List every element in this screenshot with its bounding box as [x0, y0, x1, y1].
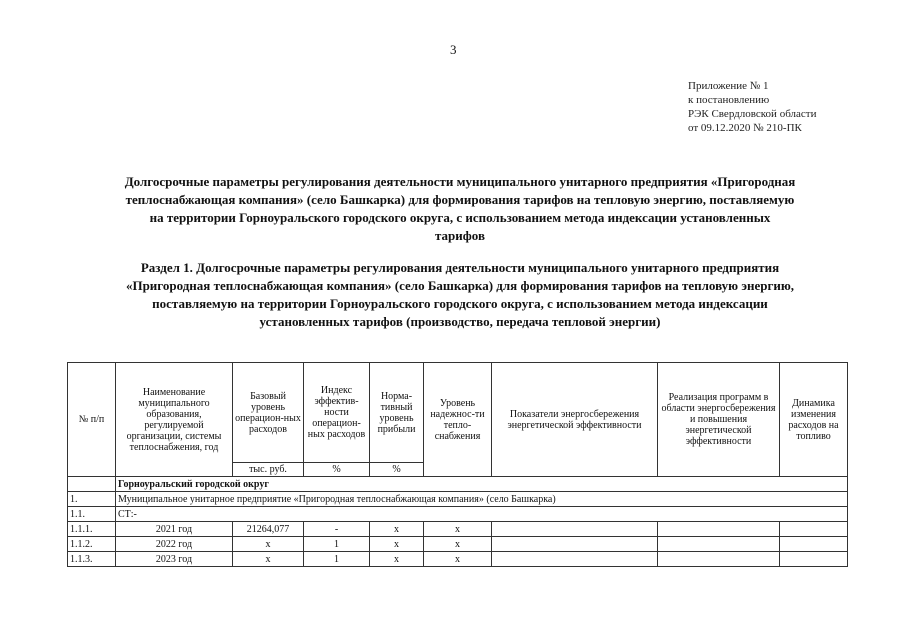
section-line: установленных тарифов (производство, передача тепловой энергии) [259, 314, 661, 329]
row-programs [658, 537, 780, 552]
row-programs [658, 552, 780, 567]
header-fuel: Динамика изменения расходов на топливо [780, 363, 848, 477]
unit-index: % [304, 463, 370, 477]
row-programs [658, 522, 780, 537]
row-base: x [233, 552, 304, 567]
district-num [68, 477, 116, 492]
title-line: теплоснабжающая компания» (село Башкарка) для формирования тарифов на тепловую энергию, поставляемую [125, 192, 795, 207]
page-number: 3 [450, 42, 457, 57]
row-fuel [780, 537, 848, 552]
row-base: 21264,077 [233, 522, 304, 537]
row-profit: x [370, 552, 424, 567]
header-index: Индекс эффектив-ности операцион-ных расходов [304, 363, 370, 463]
appendix-line: от 09.12.2020 № 210-ПК [688, 122, 802, 134]
row-index: - [304, 522, 370, 537]
row-index: 1 [304, 537, 370, 552]
row-base: x [233, 537, 304, 552]
org-num: 1. [68, 492, 116, 507]
unit-profit: % [370, 463, 424, 477]
row-num: 1.1.3. [68, 552, 116, 567]
row-reliability: x [424, 552, 492, 567]
row-num: 1.1.2. [68, 537, 116, 552]
appendix-block [688, 79, 816, 135]
row-reliability: x [424, 537, 492, 552]
row-profit: x [370, 537, 424, 552]
row-fuel [780, 552, 848, 567]
table-row [68, 522, 848, 537]
appendix-line: Приложение № 1 [688, 80, 769, 92]
row-energy [492, 522, 658, 537]
title-line: на территории Горноуральского городского округа, с использованием метода индексации установленных [149, 210, 771, 225]
row-index: 1 [304, 552, 370, 567]
appendix-line: РЭК Свердловской области [688, 108, 817, 120]
row-year: 2022 год [116, 537, 233, 552]
header-reliability: Уровень надежнос-ти тепло-снабжения [424, 363, 492, 477]
header-programs: Реализация программ в области энергосбережения и повышения энергетической эффективности [658, 363, 780, 477]
header-num: № п/п [68, 363, 116, 477]
row-year: 2023 год [116, 552, 233, 567]
appendix-line: к постановлению [688, 94, 770, 106]
row-reliability: x [424, 522, 492, 537]
district-name: Горноуральский городской округ [116, 477, 848, 492]
row-year: 2021 год [116, 522, 233, 537]
header-profit: Норма-тивный уровень прибыли [370, 363, 424, 463]
org-name: Муниципальное унитарное предприятие «Пригородная теплоснабжающая компания» (село Башкарка) [116, 492, 848, 507]
parameters-table [67, 362, 848, 567]
document-title [60, 173, 860, 245]
section-line: поставляемую на территории Горноуральского городского округа, с использованием метода индексации [152, 296, 768, 311]
header-energy: Показатели энергосбережения энергетической эффективности [492, 363, 658, 477]
row-fuel [780, 522, 848, 537]
section-line: «Пригородная теплоснабжающая компания» (село Башкарка) для формирования тарифов на тепловую энергию, [125, 278, 795, 293]
system-name: СТ:- [116, 507, 848, 522]
system-num: 1.1. [68, 507, 116, 522]
unit-base: тыс. руб. [233, 463, 304, 477]
header-base: Базовый уровень операцион-ных расходов [233, 363, 304, 463]
section-title [60, 259, 860, 331]
header-name: Наименование муниципального образования, регулируемой организации, системы теплоснабжения, год [116, 363, 233, 477]
row-profit: x [370, 522, 424, 537]
row-energy [492, 537, 658, 552]
title-line: Долгосрочные параметры регулирования деятельности муниципального унитарного предприятия «Пригородная [124, 174, 796, 189]
table-row [68, 537, 848, 552]
title-line: тарифов [435, 228, 485, 243]
section-line: Раздел 1. Долгосрочные параметры регулирования деятельности муниципального унитарного предприятия [140, 260, 780, 275]
row-num: 1.1.1. [68, 522, 116, 537]
row-energy [492, 552, 658, 567]
table-row [68, 552, 848, 567]
